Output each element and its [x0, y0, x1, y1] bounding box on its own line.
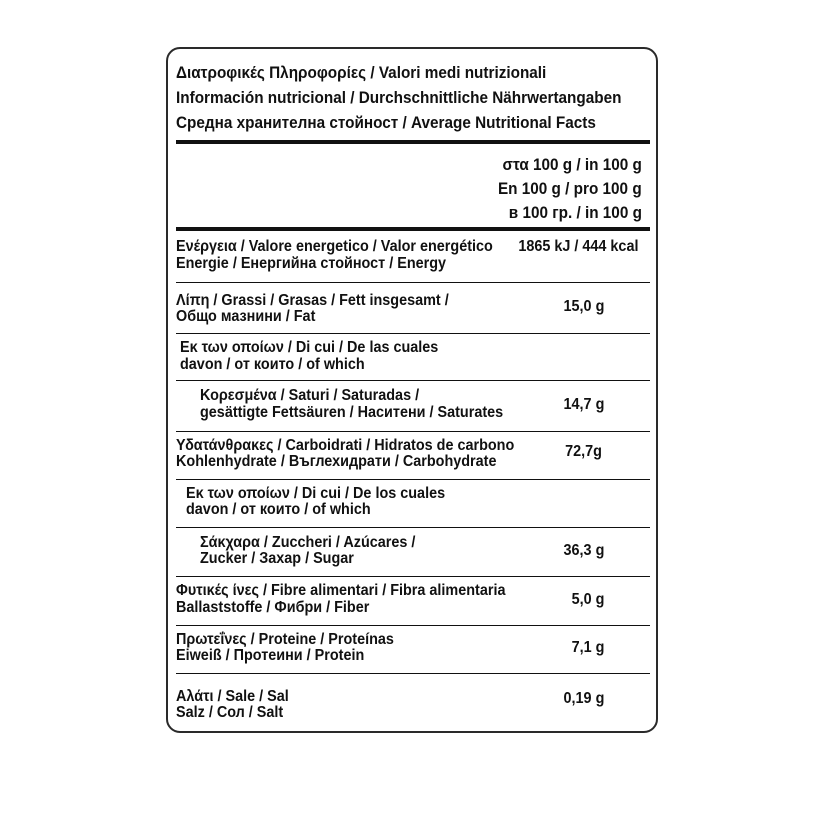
energy-label-line-1: Ενέργεια / Valore energetico / Valor energético: [176, 238, 493, 255]
salt-label-line-1: Αλάτι / Sale / Sal: [176, 688, 289, 705]
row-divider: [176, 431, 650, 432]
protein-value: 7,1 g: [571, 639, 604, 656]
sugar-label-line-1: Σάκχαρα / Zuccheri / Azúcares /: [200, 534, 416, 551]
sugar-label-line-2: Zucker / Захар / Sugar: [200, 550, 354, 567]
row-divider: [176, 333, 650, 334]
saturates-value: 14,7 g: [563, 396, 604, 413]
fat-of-which-line-2: davon / от които / of which: [180, 356, 365, 373]
carb-of-which-line-1: Εκ των οποίων / Di cui / De los cuales: [186, 485, 446, 502]
protein-label-line-1: Πρωτεΐνες / Proteine / Proteínas: [176, 631, 394, 648]
saturates-label-line-1: Κορεσμένα / Saturi / Saturadas /: [200, 387, 420, 404]
carb-of-which-line-2: davon / от които / of which: [186, 501, 371, 518]
sugar-value: 36,3 g: [563, 542, 604, 559]
energy-label-line-2: Energie / Енергийна стойност / Energy: [176, 255, 447, 272]
fat-of-which-line-1: Εκ των οποίων / Di cui / De las cuales: [180, 339, 439, 356]
energy-value: 1865 kJ / 444 kcal: [517, 238, 638, 255]
row-divider: [176, 380, 650, 381]
per-100g-line-2: En 100 g / pro 100 g: [498, 179, 642, 198]
row-divider: [176, 625, 650, 626]
title-line-3: Средна хранителна стойност / Average Nutritional Facts: [176, 113, 596, 132]
per-100g-line-3: в 100 гр. / in 100 g: [508, 203, 642, 222]
title-line-2: Información nutricional / Durchschnittliche Nährwertangaben: [176, 88, 622, 107]
protein-label-line-2: Eiweiß / Протеини / Protein: [176, 647, 365, 664]
title-divider: [176, 140, 650, 144]
row-divider: [176, 282, 650, 283]
salt-value: 0,19 g: [563, 690, 604, 707]
fibre-value: 5,0 g: [571, 591, 604, 608]
title-line-1: Διατροφικές Πληροφορίες / Valori medi nutrizionali: [176, 63, 547, 82]
carbohydrate-label-line-1: Υδατάνθρακες / Carboidrati / Hidratos de carbono: [176, 437, 515, 454]
row-divider: [176, 479, 650, 480]
fat-value: 15,0 g: [563, 298, 604, 315]
fibre-label-line-1: Φυτικές ίνες / Fibre alimentari / Fibra alimentaria: [176, 582, 506, 599]
row-divider: [176, 673, 650, 674]
header-divider: [176, 227, 650, 231]
row-divider: [176, 527, 650, 528]
salt-label-line-2: Salz / Сол / Salt: [176, 704, 284, 721]
carbohydrate-label-line-2: Kohlenhydrate / Въглехидрати / Carbohydrate: [176, 453, 497, 470]
fat-label-line-1: Λίπη / Grassi / Grasas / Fett insgesamt /: [176, 292, 449, 309]
fibre-label-line-2: Ballaststoffe / Фибри / Fiber: [176, 599, 370, 616]
carbohydrate-value: 72,7g: [565, 443, 602, 460]
row-divider: [176, 576, 650, 577]
fat-label-line-2: Общо мазнини / Fat: [176, 308, 316, 325]
per-100g-line-1: στα 100 g / in 100 g: [502, 155, 642, 174]
saturates-label-line-2: gesättigte Fettsäuren / Наситени / Saturates: [200, 404, 504, 421]
